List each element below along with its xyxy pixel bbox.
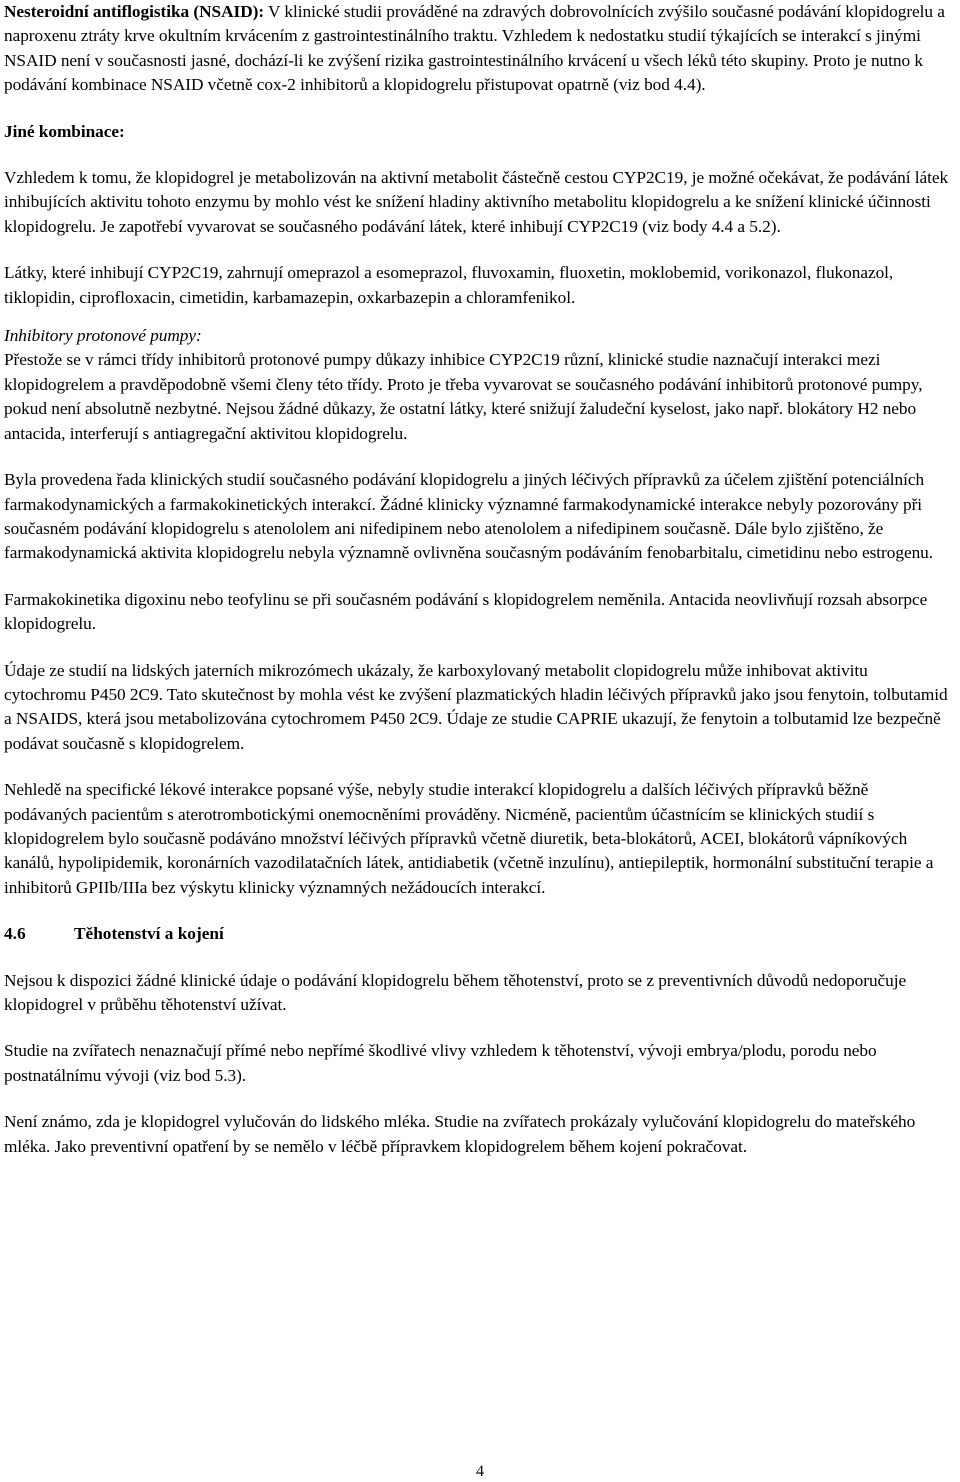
animal-studies-paragraph: Studie na zvířatech nenaznačují přímé nebo nepřímé škodlivé vlivy vzhledem k těhotenství, vývoji embrya/plodu, porodu nebo postnatálnímu vývoji (viz bod 5.3).	[4, 1041, 877, 1085]
page-number: 4	[476, 1463, 484, 1480]
ppi-paragraph: Přestože se v rámci třídy inhibitorů protonové pumpy důkazy inhibice CYP2C19 různí, klinické studie naznačují interakci mezi klopidogrelem a pravděpodobně všemi členy této třídy. Proto je třeba vyvarovat se současného podávání inhibitorů protonové pumpy, pokud není absolutně nezbytné. Nejsou žádné důkazy, že ostatní látky, které snižují žaludeční kyselost, jako např. blokátory H2 nebo antacida, interferují s antiagregační aktivitou klopidogrelu.	[4, 350, 923, 443]
nsaid-label: Nesteroidní antiflogistika (NSAID):	[4, 2, 265, 21]
microsomes-paragraph: Údaje ze studií na lidských jaterních mikrozómech ukázaly, že karboxylovaný metabolit clopidogrelu může inhibovat aktivitu cytochromu P450 2C9. Tato skutečnost by mohla vést ke zvýšení plazmatických hladin léčivých přípravků jako jsou fenytoin, tolbutamid a NSAIDS, která jsou metabolizována cytochromem P450 2C9. Údaje ze studie CAPRIE ukazují, že fenytoin a tolbutamid lze bezpečně podávat současně s klopidogrelem.	[4, 660, 948, 753]
section-heading	[4, 922, 954, 946]
cyp2c19-inhibitors-paragraph: Látky, které inhibují CYP2C19, zahrnují omeprazol a esomeprazol, fluvoxamin, fluoxetin, moklobemid, vorikonazol, flukonazol, tiklopidin, ciprofloxacin, cimetidin, karbamazepin, oxkarbazepin a chloramfenikol.	[4, 263, 894, 307]
nsaid-paragraph	[4, 0, 954, 98]
pregnancy-paragraph: Nejsou k dispozici žádné klinické údaje o podávání klopidogrelu během těhotenství, proto se z preventivních důvodů nedoporučuje klopidogrel v průběhu těhotenství užívat.	[4, 970, 907, 1014]
cyp2c19-paragraph: Vzhledem k tomu, že klopidogrel je metabolizován na aktivní metabolit částečně cestou CYP2C19, je možné očekávat, že podávání látek inhibujících aktivitu tohoto enzymu by mohlo vést ke snížení hladiny aktivního metabolitu klopidogrelu a ke snížení klinické účinnosti klopidogrelu. Je zapotřebí vyvarovat se současného podávání látek, které inhibují CYP2C19 (viz body 4.4 a 5.2).	[4, 168, 949, 236]
other-interactions-paragraph: Nehledě na specifické lékové interakce popsané výše, nebyly studie interakcí klopidogrelu a dalších léčivých přípravků běžně podávaných pacientům s aterotrombotickými onemocněními prováděny. Nicméně, pacientům účastnícím se klinických studií s klopidogrelem bylo současně podáváno množství léčivých přípravků včetně diuretik, beta-blokátorů, ACEI, blokátorů vápníkových kanálů, hypolipidemik, koronárních vazodilatačních látek, antidiabetik (včetně inzulínu), antiepileptik, hormonální substituční terapie a inhibitorů GPIIb/IIIa bez výskytu klinicky významných nežádoucích interakcí.	[4, 780, 934, 897]
document-page	[4, 0, 954, 1159]
section-title: Těhotenství a kojení	[74, 924, 224, 944]
section-number: 4.6	[4, 924, 26, 944]
pharmacodynamic-studies-paragraph: Byla provedena řada klinických studií současného podávání klopidogrelu a jiných léčivých přípravků za účelem zjištění potenciálních farmakodynamických a farmakokinetických interakcí. Žádné klinicky významné farmakodynamické interakce nebyly pozorovány při současném podávání klopidogrelu s atenololem ani nifedipinem nebo atenololem a nifedipinem současně. Dále bylo zjištěno, že farmakodynamická aktivita klopidogrelu nebyla významně ovlivněna současným podáváním fenobarbitalu, cimetidinu nebo estrogenu.	[4, 470, 934, 563]
ppi-heading: Inhibitory protonové pumpy:	[4, 326, 202, 346]
other-combinations-heading: Jiné kombinace:	[4, 121, 125, 141]
lactation-paragraph: Není známo, zda je klopidogrel vylučován do lidského mléka. Studie na zvířatech prokázaly vylučování klopidogrelu do mateřského mléka. Jako preventivní opatření by se nemělo v léčbě přípravkem klopidogrelem během kojení pokračovat.	[4, 1112, 916, 1156]
nsaid-text: V klinické studii prováděné na zdravých dobrovolnících zvýšilo současné podávání klopidogrelu a naproxenu ztráty krve okultním krvácením z gastrointestinálního traktu. Vzhledem k nedostatku studií týkajících se interakcí s jinými NSAID není v současnosti jasné, dochází-li ke zvýšení rizika gastrointestinálního krvácení u všech léků této skupiny. Proto je nutno k podávání kombinace NSAID včetně cox-2 inhibitorů a klopidogrelu přistupovat opatrně (viz bod 4.4).	[4, 2, 945, 95]
pharmacokinetics-paragraph: Farmakokinetika digoxinu nebo teofylinu se při současném podávání s klopidogrelem neměnila. Antacida neovlivňují rozsah absorpce klopidogrelu.	[4, 589, 928, 634]
